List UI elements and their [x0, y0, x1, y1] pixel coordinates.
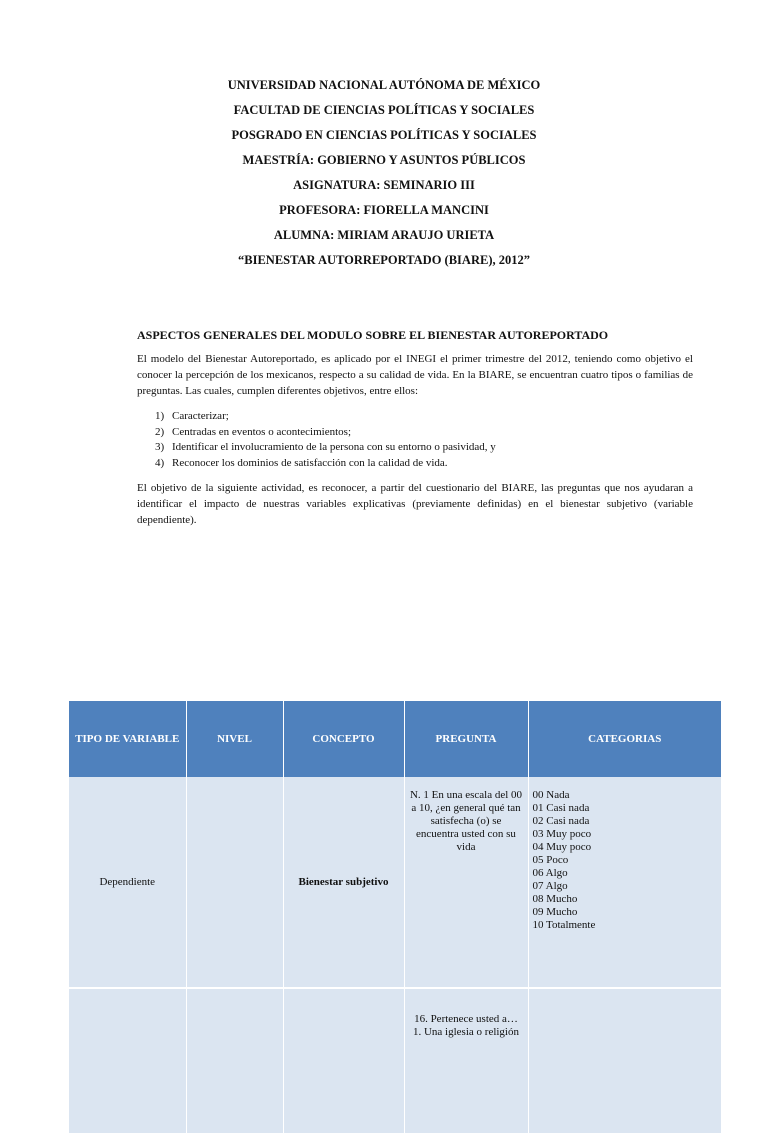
- cell-pregunta: N. 1 En una escala del 00 a 10, ¿en general qué tan satisfecha (o) se encuentra usted con su vida: [404, 777, 528, 988]
- cell-pregunta: [404, 988, 528, 1134]
- header-nivel: NIVEL: [186, 701, 283, 777]
- list-item: [155, 409, 496, 425]
- category-item: 05 Poco: [532, 854, 569, 866]
- list-item-text: Identificar el involucramiento de la persona con su entorno o pasividad, y: [172, 441, 496, 453]
- variables-table: [69, 701, 721, 1135]
- list-item: [155, 425, 496, 441]
- header-masters: MAESTRÍA: GOBIERNO Y ASUNTOS PÚBLICOS: [242, 153, 526, 167]
- header-postgrad: POSGRADO EN CIENCIAS POLÍTICAS Y SOCIALES: [231, 128, 537, 142]
- cell-tipo: Dependiente: [69, 777, 186, 988]
- list-item: [155, 440, 496, 456]
- header-faculty: FACULTAD DE CIENCIAS POLÍTICAS Y SOCIALES: [233, 103, 535, 117]
- list-item-number: 1): [155, 410, 165, 422]
- list-item: [155, 456, 496, 472]
- category-item: 04 Muy poco: [532, 841, 592, 853]
- objectives-list: [155, 409, 496, 471]
- header-tipo-variable: TIPO DE VARIABLE: [69, 701, 186, 777]
- category-item: 08 Mucho: [532, 893, 578, 905]
- category-item: 00 Nada: [532, 789, 570, 801]
- cell-categorias: [528, 777, 721, 988]
- header-categorias: CATEGORIAS: [528, 701, 721, 777]
- list-item-number: 3): [155, 441, 165, 453]
- table-header-row: [69, 701, 721, 777]
- category-item: 02 Casi nada: [532, 815, 590, 827]
- cell-nivel: [186, 988, 283, 1134]
- cell-concepto: Bienestar subjetivo: [283, 777, 404, 988]
- question-text: 16. Pertenece usted a…: [414, 1013, 518, 1025]
- list-item-text: Centradas en eventos o acontecimientos;: [172, 425, 351, 438]
- category-item: 03 Muy poco: [532, 828, 592, 840]
- header-university: UNIVERSIDAD NACIONAL AUTÓNOMA DE MÉXICO: [227, 78, 541, 92]
- header-pregunta: PREGUNTA: [404, 701, 528, 777]
- list-item-text: Caracterizar;: [172, 410, 229, 422]
- category-item: 10 Totalmente: [532, 919, 596, 931]
- header-professor: PROFESORA: FIORELLA MANCINI: [279, 203, 489, 217]
- cell-nivel: [186, 777, 283, 988]
- category-item: 06 Algo: [532, 867, 568, 879]
- category-item: 09 Mucho: [532, 906, 578, 918]
- question-option: 1. Una iglesia o religión: [412, 1026, 519, 1038]
- header-document-title: “BIENESTAR AUTORREPORTADO (BIARE), 2012”: [238, 253, 530, 267]
- cell-categorias: [528, 988, 721, 1134]
- table-row: [69, 988, 721, 1134]
- list-item-text: Reconocer los dominios de satisfacción con la calidad de vida.: [172, 456, 448, 469]
- category-item: 01 Casi nada: [532, 802, 590, 814]
- cell-tipo: [69, 988, 186, 1134]
- list-item-number: 4): [155, 456, 165, 469]
- section-title: ASPECTOS GENERALES DEL MODULO SOBRE EL BIENESTAR AUTOREPORTADO: [137, 328, 609, 342]
- document-header: [0, 75, 768, 275]
- cell-concepto: [283, 988, 404, 1134]
- objective-paragraph: El objetivo de la siguiente actividad, es reconocer, a partir del cuestionario del BIARE, las preguntas que nos ayudaran a identificar el impacto de nuestras variables explicativas (previamente definidas) en el bienestar subjetivo (variable dependiente).: [137, 482, 693, 526]
- category-item: 07 Algo: [532, 880, 568, 892]
- list-item-number: 2): [155, 425, 165, 438]
- header-concepto: CONCEPTO: [283, 701, 404, 777]
- table-row: [69, 777, 721, 988]
- header-subject: ASIGNATURA: SEMINARIO III: [293, 178, 475, 192]
- intro-paragraph: El modelo del Bienestar Autoreportado, es aplicado por el INEGI el primer trimestre del 2012, teniendo como objetivo el conocer la percepción de los mexicanos, respecto a su calidad de vida. En la BIARE, se encuentran cuatro tipos o familias de preguntas. Las cuales, cumplen diferentes objetivos, entre ellos:: [137, 353, 693, 397]
- header-student: ALUMNA: MIRIAM ARAUJO URIETA: [273, 228, 495, 242]
